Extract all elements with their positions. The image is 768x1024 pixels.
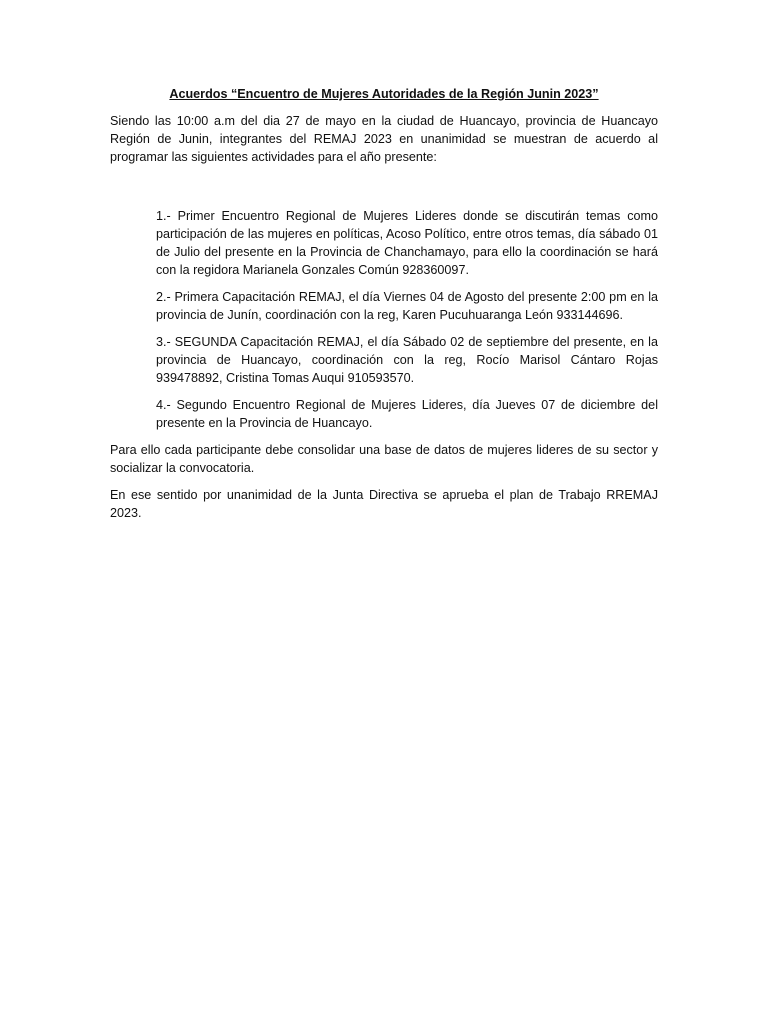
activities-list xyxy=(110,207,658,432)
document-page xyxy=(110,85,658,531)
list-item: 3.- SEGUNDA Capacitación REMAJ, el día Sábado 02 de septiembre del presente, en la provincia de Huancayo, coordinación con la reg, Rocío Marisol Cántaro Rojas 939478892, Cristina Tomas Auqui 910593570. xyxy=(156,335,658,385)
document-title: Acuerdos “Encuentro de Mujeres Autoridades de la Región Junin 2023” xyxy=(169,87,599,101)
list-item: 2.- Primera Capacitación REMAJ, el día Viernes 04 de Agosto del presente 2:00 pm en la provincia de Junín, coordinación con la reg, Karen Pucuhuaranga León 933144696. xyxy=(156,290,658,322)
list-item: 4.- Segundo Encuentro Regional de Mujeres Lideres, día Jueves 07 de diciembre del presente en la Provincia de Huancayo. xyxy=(156,398,658,430)
closing-paragraph-2: En ese sentido por unanimidad de la Junta Directiva se aprueba el plan de Trabajo RREMAJ 2023. xyxy=(110,488,658,520)
intro-paragraph: Siendo las 10:00 a.m del dia 27 de mayo en la ciudad de Huancayo, provincia de Huancayo Región de Junin, integrantes del REMAJ 2023 en unanimidad se muestran de acuerdo al programar las siguientes actividades para el año presente: xyxy=(110,114,658,164)
closing-paragraph-1: Para ello cada participante debe consolidar una base de datos de mujeres lideres de su sector y socializar la convocatoria. xyxy=(110,443,658,475)
list-item: 1.- Primer Encuentro Regional de Mujeres Lideres donde se discutirán temas como participación de las mujeres en políticas, Acoso Político, entre otros temas, día sábado 01 de Julio del presente en la Provincia de Chanchamayo, para ello la coordinación se hará con la regidora Marianela Gonzales Común 928360097. xyxy=(156,209,658,277)
